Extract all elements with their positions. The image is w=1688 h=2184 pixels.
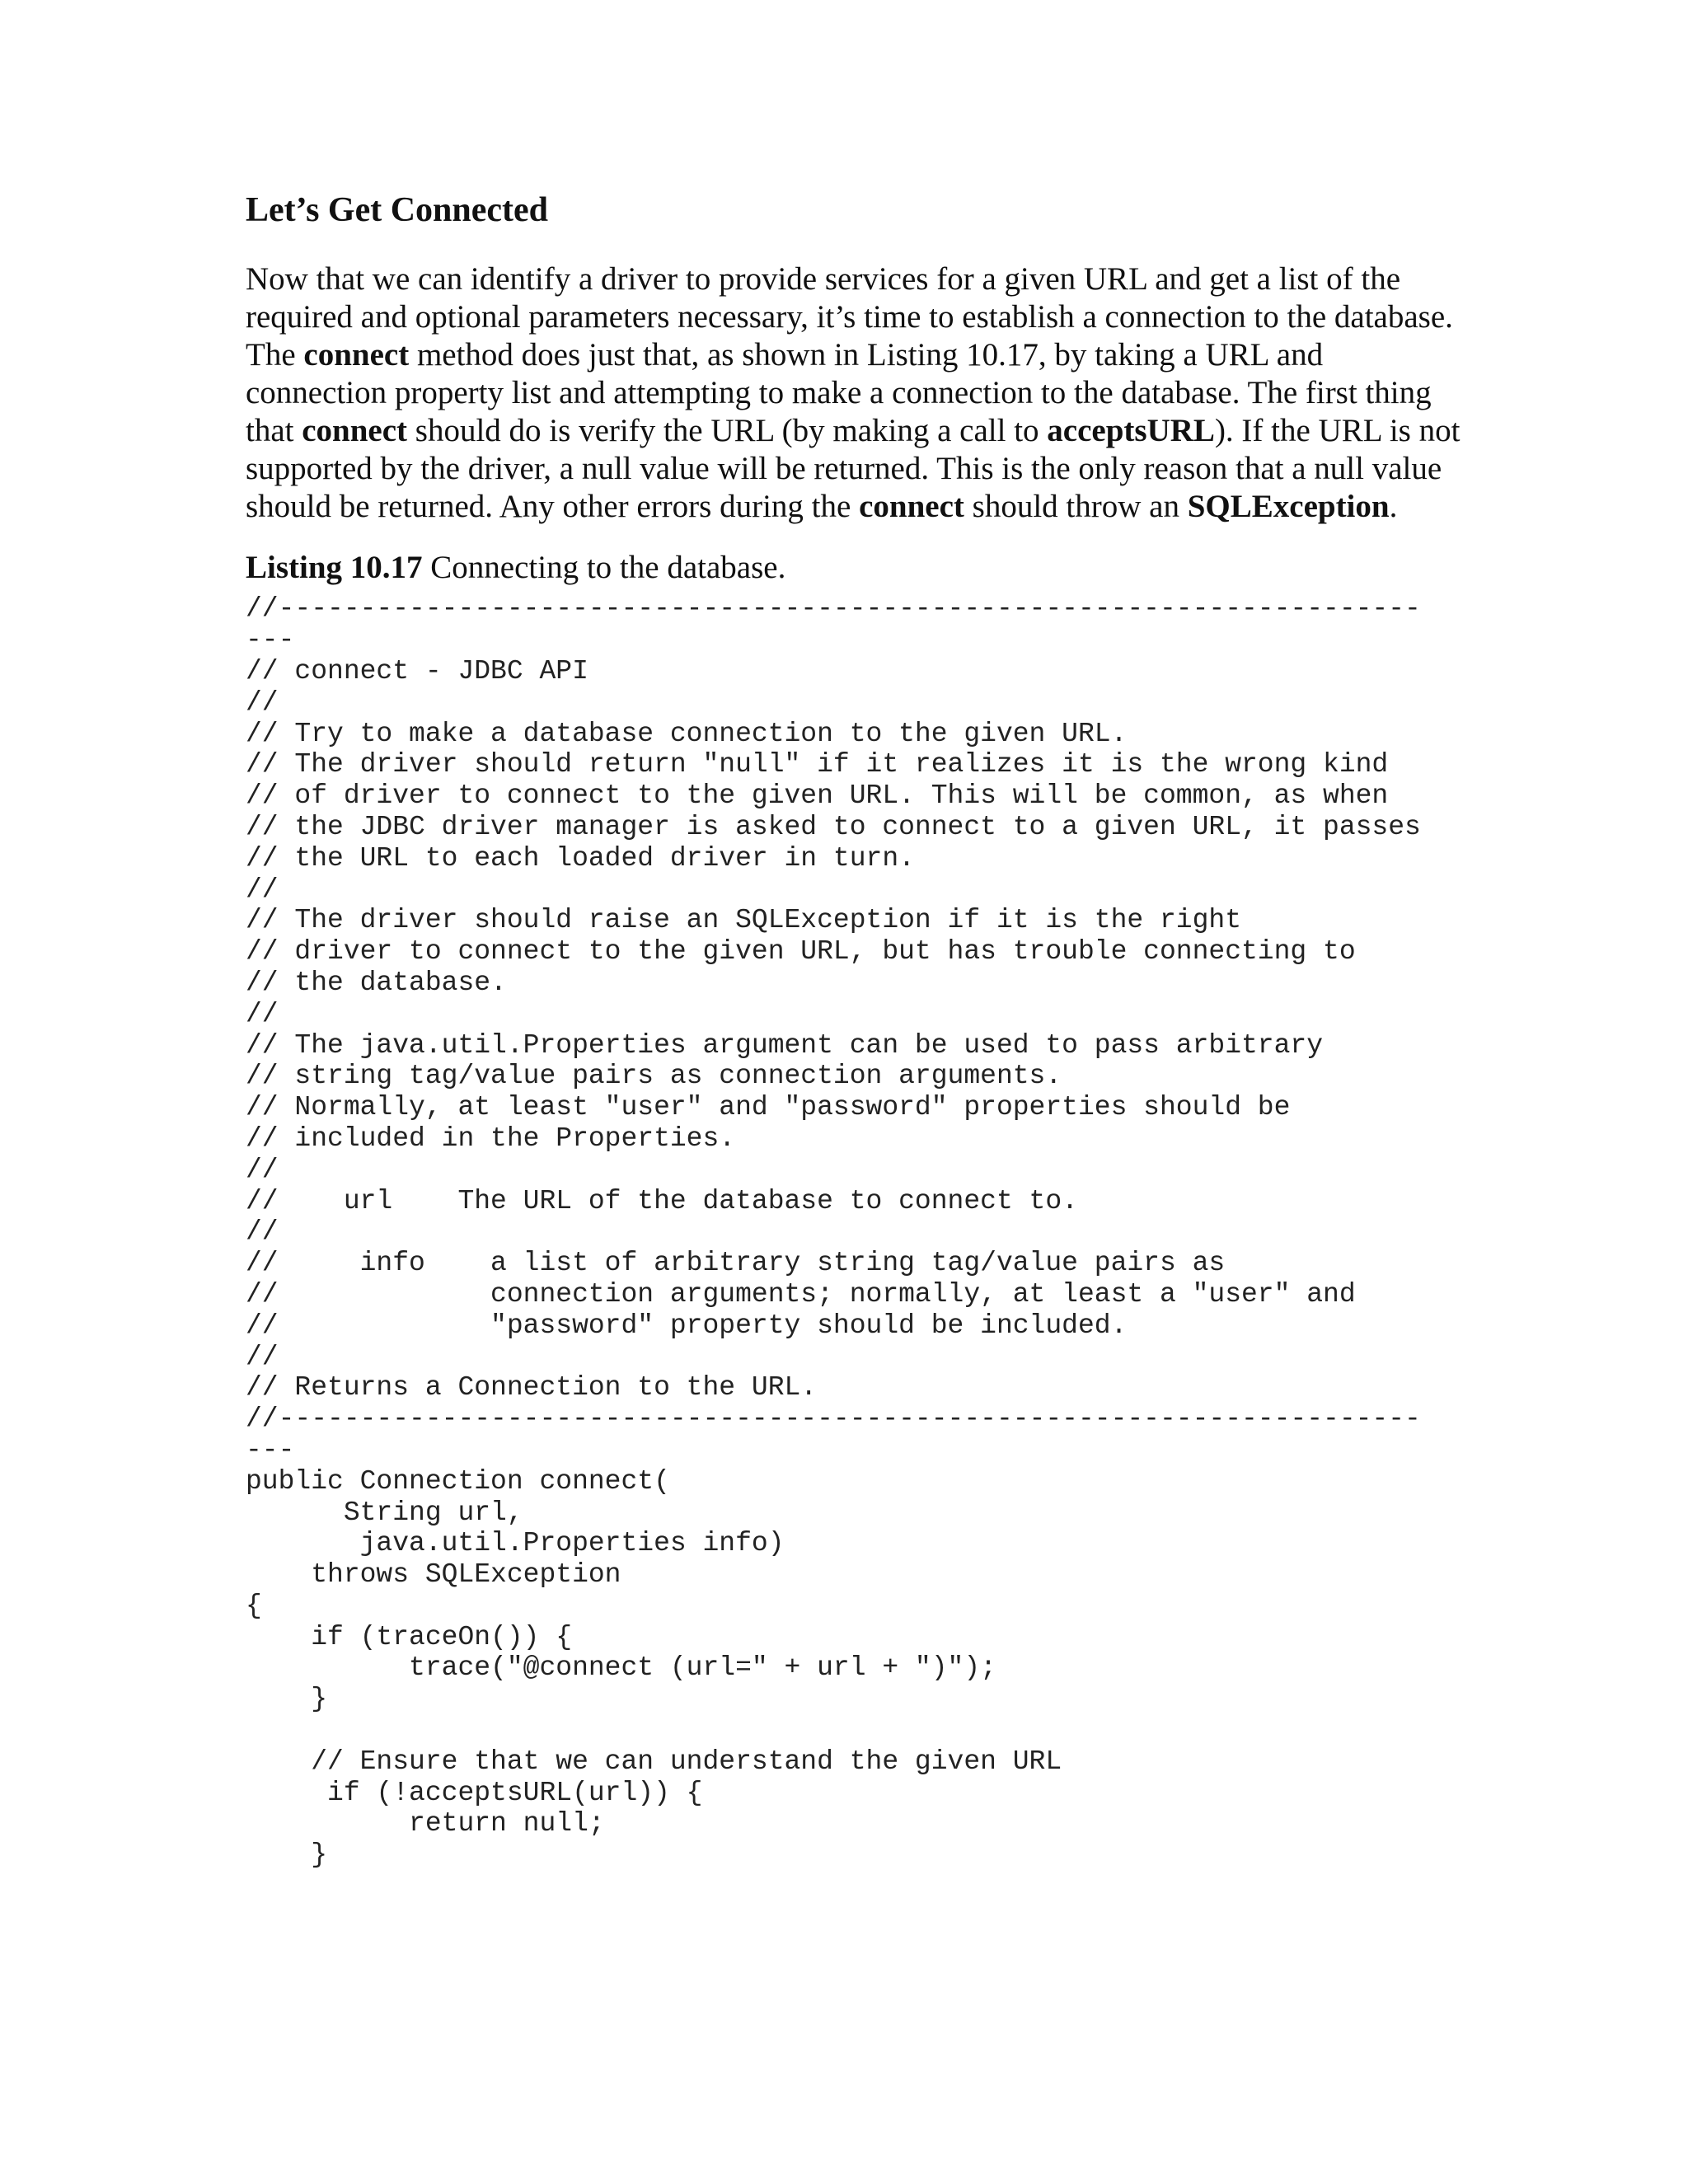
paragraph-text: should throw an [964,489,1188,525]
body-paragraph [246,260,1465,526]
connect-keyword: connect [303,337,410,373]
connect-keyword: connect [302,413,408,449]
paragraph-text: ). If the URL is not supported by the driver, a null value will be returned. This is the only reason that a null value should be returned. Any other errors during the [246,413,1461,525]
document-page [246,190,1465,1871]
sqlexception-keyword: SQLException [1187,489,1390,525]
paragraph-text: Now that we can identify a driver to provide services for a given URL and get a list of the required and optional parameters necessary, it’s time to establish a connection to the database. The [246,261,1453,373]
paragraph-text: . [1389,489,1398,525]
connect-keyword: connect [859,489,964,525]
code-listing: //---------------------------------------------------------------------- --- // connect - JDBC API // // Try to make a database connection to the given URL. // The driver should return "null" if it realizes it is the wrong kind // of driver to connect to the given URL. This will be common, as when // the JDBC driver manager is asked to connect to a given URL, it passes // the URL to each loaded driver in turn. // // The driver should raise an SQLException if it is the right // driver to connect to the given URL, but has trouble connecting to // the database. // // The java.util.Properties argument can be used to pass arbitrary // string tag/value pairs as connection arguments. // Normally, at least "user" and "password" properties should be // included in the Properties. // // url The URL of the database to connect to. // // info a list of arbitrary string tag/value pairs as // connection arguments; normally, at least a "user" and // "password" property should be included. // // Returns a Connection to the URL. //---------------------------------------------------------------------- --- public Connection connect( String url, java.util.Properties info) throws SQLException { if (traceOn()) { trace("@connect (url=" + url + ")"); } // Ensure that we can understand the given URL if (!acceptsURL(url)) { return null; } [246,593,1421,1871]
listing-label: Listing 10.17 [246,550,423,586]
paragraph-text: method does just that, as shown in Listing 10.17, by taking a URL and connection property list and attempting to make a connection to the database. The first thing that [246,337,1432,449]
acceptsurl-keyword: acceptsURL [1047,413,1215,449]
listing-caption [246,549,1465,587]
section-heading: Let’s Get Connected [246,191,549,229]
listing-title: Connecting to the database. [422,550,786,586]
paragraph-text: should do is verify the URL (by making a call to [407,413,1048,449]
